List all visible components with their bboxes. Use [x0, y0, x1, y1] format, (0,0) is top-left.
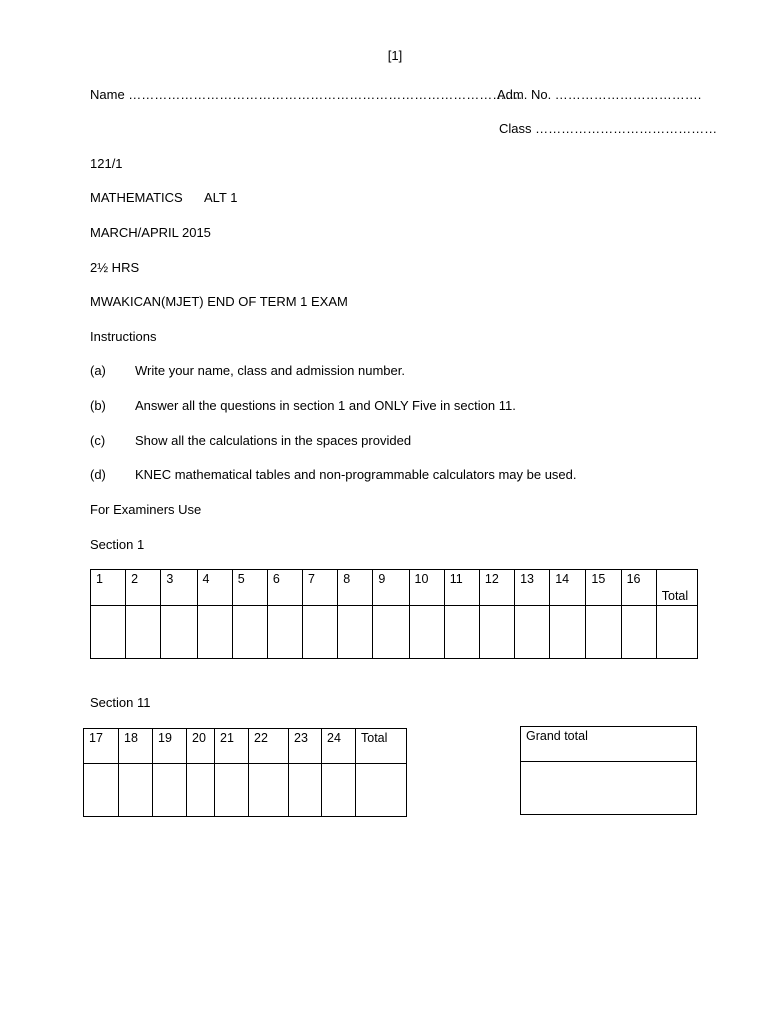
score-column-header: 24: [322, 729, 356, 764]
exam-duration: 2½ HRS: [90, 260, 140, 275]
score-column-header: 10: [409, 570, 444, 606]
score-column-header: 8: [338, 570, 373, 606]
instruction-letter: (b): [90, 398, 106, 413]
grand-total-header: Grand total: [521, 727, 697, 762]
score-cell[interactable]: [215, 764, 249, 817]
score-column-header: 2: [126, 570, 161, 606]
grand-total-cell[interactable]: [521, 762, 697, 815]
instructions-heading: Instructions: [90, 329, 157, 344]
score-column-header: 22: [249, 729, 289, 764]
instruction-text: Show all the calculations in the spaces provided: [135, 433, 412, 448]
score-column-header: 21: [215, 729, 249, 764]
score-cell[interactable]: [187, 764, 215, 817]
score-cell[interactable]: [479, 606, 514, 659]
score-cell[interactable]: [119, 764, 153, 817]
score-total-header: Total: [356, 729, 407, 764]
score-cell[interactable]: [197, 606, 232, 659]
score-cell[interactable]: [586, 606, 621, 659]
class-field-label: Class ……………………………………: [499, 121, 718, 136]
grand-total-table: [520, 726, 697, 815]
instruction-text: Write your name, class and admission number.: [135, 363, 405, 378]
score-column-header: 14: [550, 570, 586, 606]
instruction-text: KNEC mathematical tables and non-programmable calculators may be used.: [135, 467, 577, 482]
section-1-label: Section 1: [90, 537, 145, 552]
score-column-header: 23: [289, 729, 322, 764]
score-cell[interactable]: [373, 606, 409, 659]
page-number: [1]: [387, 48, 403, 63]
score-column-header: 5: [232, 570, 267, 606]
score-cell[interactable]: [303, 606, 338, 659]
score-cell[interactable]: [161, 606, 197, 659]
name-field-label: Name ……………………………………………………………………………….: [90, 87, 522, 102]
score-column-header: 13: [515, 570, 550, 606]
section-2-label: Section 11: [90, 695, 151, 710]
exam-code: 121/1: [90, 156, 123, 171]
section-2-score-table: [83, 728, 407, 817]
score-column-header: 12: [479, 570, 514, 606]
score-column-header: 3: [161, 570, 197, 606]
exam-alt: ALT 1: [204, 190, 238, 205]
score-cell[interactable]: [550, 606, 586, 659]
score-cell[interactable]: [444, 606, 479, 659]
score-cell[interactable]: [126, 606, 161, 659]
instruction-letter: (d): [90, 467, 106, 482]
score-cell[interactable]: [289, 764, 322, 817]
score-column-header: 17: [84, 729, 119, 764]
score-column-header: 1: [91, 570, 126, 606]
examiners-use-heading: For Examiners Use: [90, 502, 202, 517]
score-cell[interactable]: [621, 606, 656, 659]
instruction-letter: (a): [90, 363, 106, 378]
score-column-header: 15: [586, 570, 621, 606]
exam-subject: MATHEMATICS: [90, 190, 183, 205]
exam-title: MWAKICAN(MJET) END OF TERM 1 EXAM: [90, 294, 348, 309]
section-1-score-table: [90, 569, 698, 659]
score-cell[interactable]: [249, 764, 289, 817]
score-cell[interactable]: [515, 606, 550, 659]
score-cell[interactable]: [338, 606, 373, 659]
score-total-cell[interactable]: [356, 764, 407, 817]
score-total-header: Total: [656, 570, 697, 606]
score-column-header: 4: [197, 570, 232, 606]
score-cell[interactable]: [232, 606, 267, 659]
score-cell[interactable]: [91, 606, 126, 659]
score-cell[interactable]: [409, 606, 444, 659]
exam-date: MARCH/APRIL 2015: [90, 225, 211, 240]
score-cell[interactable]: [153, 764, 187, 817]
score-column-header: 18: [119, 729, 153, 764]
adm-no-field-label: Adm. No. …………………………….: [497, 87, 702, 102]
score-column-header: 11: [444, 570, 479, 606]
instruction-letter: (c): [90, 433, 106, 448]
score-column-header: 16: [621, 570, 656, 606]
score-column-header: 9: [373, 570, 409, 606]
score-column-header: 7: [303, 570, 338, 606]
score-cell[interactable]: [267, 606, 302, 659]
score-total-cell[interactable]: [656, 606, 697, 659]
score-column-header: 19: [153, 729, 187, 764]
instruction-text: Answer all the questions in section 1 and ONLY Five in section 11.: [135, 398, 516, 413]
score-cell[interactable]: [322, 764, 356, 817]
score-cell[interactable]: [84, 764, 119, 817]
score-column-header: 20: [187, 729, 215, 764]
score-column-header: 6: [267, 570, 302, 606]
